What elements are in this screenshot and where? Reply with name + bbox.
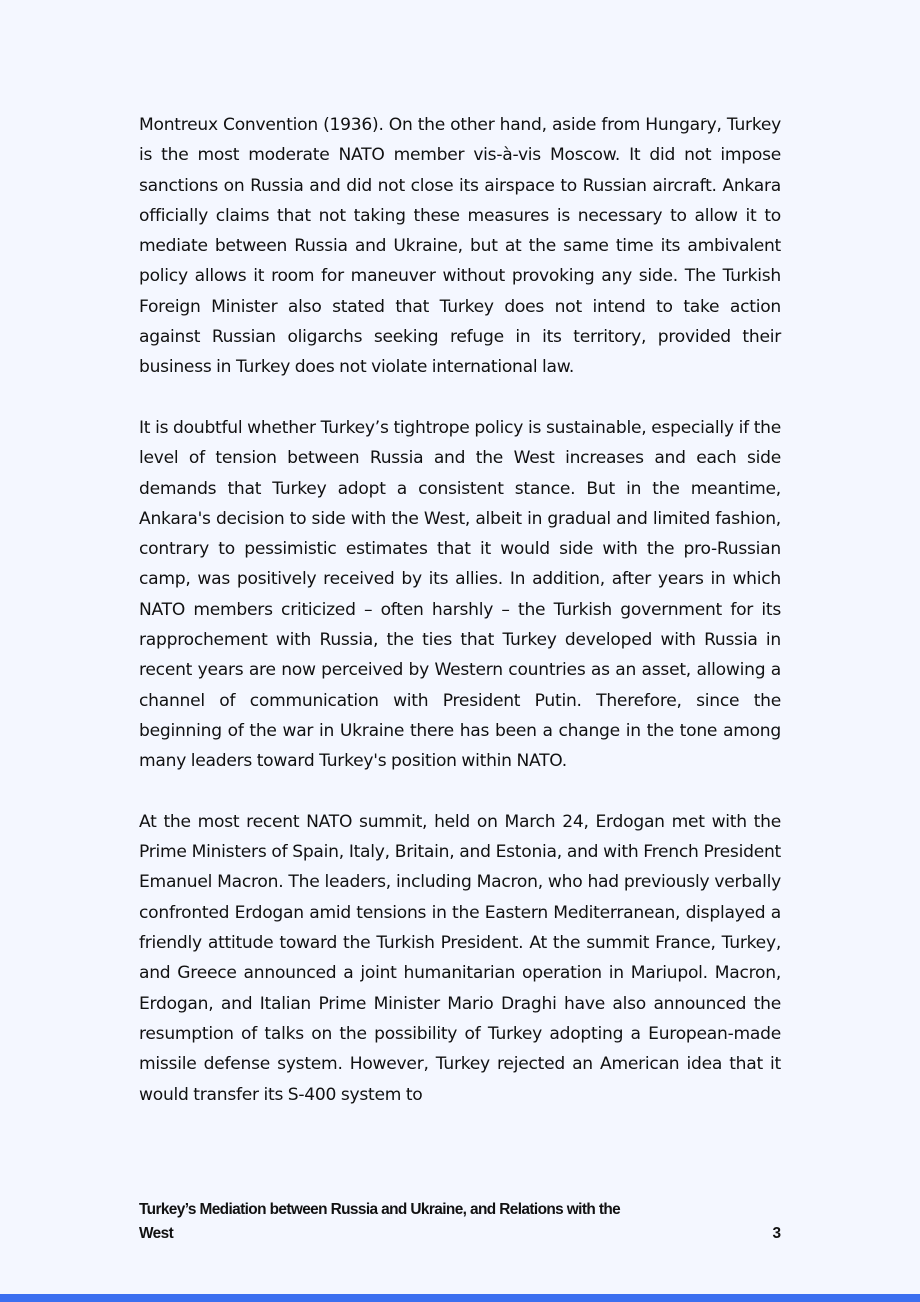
page-number: 3 [772,1224,781,1242]
paragraph-tightrope-policy: It is doubtful whether Turkey’s tightrope policy is sustainable, especially if the level of tension between Russia and the West increases and each side demands that Turkey adopt a consistent stance. But in the meantime, Ankara's decision to side with the West, albeit in gradual and limited fashion, contrary to pessimistic estimates that it would side with the pro-Russian camp, was positively received by its allies. In addition, after years in which NATO members criticized – often harshly – the Turkish government for its rapprochement with Russia, the ties that Turkey developed with Russia in recent years are now perceived by Western countries as an asset, allowing a channel of communication with President Putin. Therefore, since the beginning of the war in Ukraine there has been a change in the tone among many leaders toward Turkey's position within NATO. [139,417,781,772]
paragraph-nato-summit: At the most recent NATO summit, held on March 24, Erdogan met with the Prime Ministers of Spain, Italy, Britain, and Estonia, and with French President Emanuel Macron. The leaders, including Macron, who had previously verbally confronted Erdogan amid tensions in the Eastern Mediterranean, displayed a friendly attitude toward the Turkish President. At the summit France, Turkey, and Greece announced a joint humanitarian operation in Mariupol. Macron, Erdogan, and Italian Prime Minister Mario Draghi have also announced the resumption of talks on the possibility of Turkey adopting a European-made missile defense system. However, Turkey rejected an American idea that it would transfer its S-400 system to [139,811,781,1105]
bottom-accent-bar [0,1294,920,1302]
page-footer [139,1198,781,1248]
footer-document-title: Turkey’s Mediation between Russia and Ukraine, and Relations with the West [139,1201,621,1242]
document-body [139,110,781,1110]
paragraph-montreux: Montreux Convention (1936). On the other hand, aside from Hungary, Turkey is the most moderate NATO member vis-à-vis Moscow. It did not impose sanctions on Russia and did not close its airspace to Russian aircraft. Ankara officially claims that not taking these measures is necessary to allow it to mediate between Russia and Ukraine, but at the same time its ambivalent policy allows it room for maneuver without provoking any side. The Turkish Foreign Minister also stated that Turkey does not intend to take action against Russian oligarchs seeking refuge in its territory, provided their business in Turkey does not violate international law. [139,115,781,378]
